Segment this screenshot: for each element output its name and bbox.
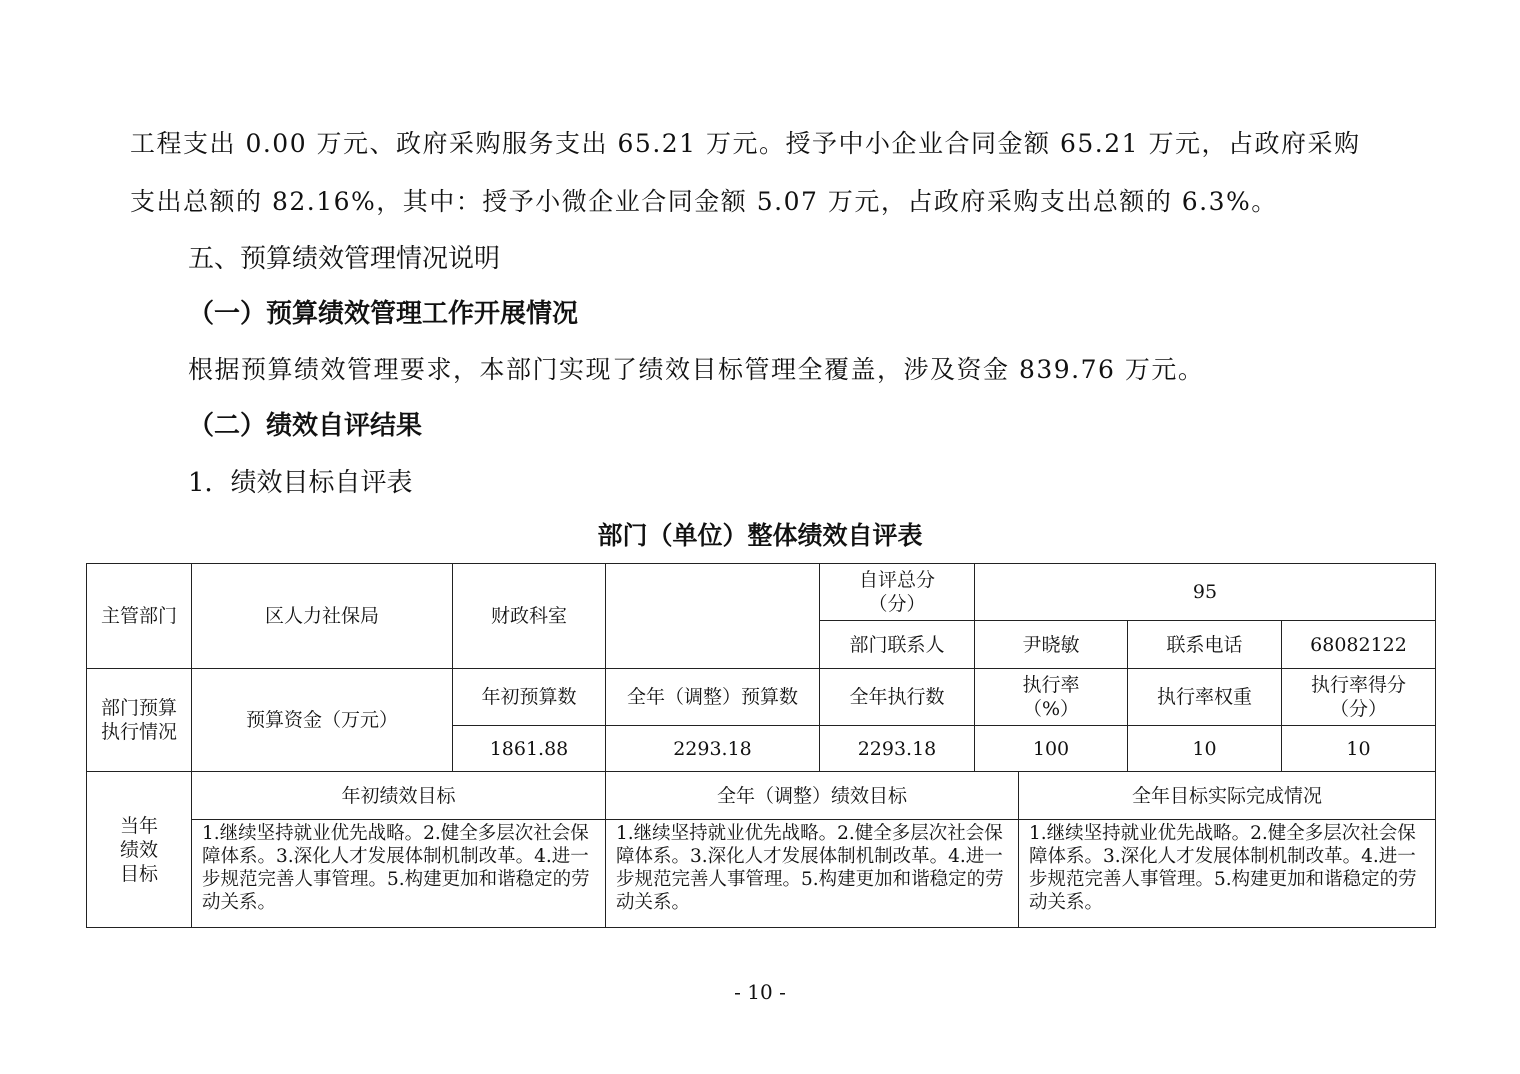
goals-header: 全年目标实际完成情况 <box>1019 772 1436 820</box>
office-value <box>606 564 820 669</box>
phone-label: 联系电话 <box>1128 621 1282 669</box>
contact-label: 部门联系人 <box>820 621 975 669</box>
dept-label: 主管部门 <box>87 564 192 669</box>
goals-text: 1.继续坚持就业优先战略。2.健全多层次社会保障体系。3.深化人才发展体制机制改革。4.进一步规范完善人事管理。5.构建更加和谐稳定的劳动关系。 <box>192 820 606 928</box>
item-heading-1: 1．绩效目标自评表 <box>188 468 413 498</box>
budget-section-label: 部门预算 执行情况 <box>87 669 192 772</box>
budget-value: 1861.88 <box>453 726 606 772</box>
subheading-1: （一）预算绩效管理工作开展情况 <box>188 299 579 329</box>
budget-header: 全年执行数 <box>820 669 975 726</box>
office-label: 财政科室 <box>453 564 606 669</box>
budget-header: 全年（调整）预算数 <box>606 669 820 726</box>
budget-header: 执行率权重 <box>1128 669 1282 726</box>
goals-section-label: 当年 绩效 目标 <box>87 772 192 928</box>
budget-value: 100 <box>975 726 1128 772</box>
budget-header: 执行率 （%） <box>975 669 1128 726</box>
goals-header: 年初绩效目标 <box>192 772 606 820</box>
page-number: - 10 - <box>734 980 786 1004</box>
evaluation-table <box>86 563 1436 928</box>
phone-value: 68082122 <box>1282 621 1436 669</box>
budget-funds-label: 预算资金（万元） <box>192 669 453 772</box>
budget-header: 年初预算数 <box>453 669 606 726</box>
contact-value: 尹晓敏 <box>975 621 1128 669</box>
budget-value: 2293.18 <box>606 726 820 772</box>
body-paragraph: 根据预算绩效管理要求，本部门实现了绩效目标管理全覆盖，涉及资金 839.76 万元。 <box>188 355 1205 384</box>
budget-header: 执行率得分 （分） <box>1282 669 1436 726</box>
score-label: 自评总分 （分） <box>820 564 975 621</box>
goals-text: 1.继续坚持就业优先战略。2.健全多层次社会保障体系。3.深化人才发展体制机制改革。4.进一步规范完善人事管理。5.构建更加和谐稳定的劳动关系。 <box>606 820 1019 928</box>
goals-text: 1.继续坚持就业优先战略。2.健全多层次社会保障体系。3.深化人才发展体制机制改革。4.进一步规范完善人事管理。5.构建更加和谐稳定的劳动关系。 <box>1019 820 1436 928</box>
goals-header: 全年（调整）绩效目标 <box>606 772 1019 820</box>
table-title: 部门（单位）整体绩效自评表 <box>597 521 923 550</box>
paragraph-line-1: 工程支出 0.00 万元、政府采购服务支出 65.21 万元。授予中小企业合同金额 65.21 万元，占政府采购 <box>130 129 1361 158</box>
budget-value: 10 <box>1282 726 1436 772</box>
budget-value: 10 <box>1128 726 1282 772</box>
paragraph-line-2: 支出总额的 82.16%，其中：授予小微企业合同金额 5.07 万元，占政府采购支出总额的 6.3%。 <box>130 187 1278 216</box>
section-heading-5: 五、预算绩效管理情况说明 <box>188 244 501 274</box>
subheading-2: （二）绩效自评结果 <box>188 411 423 441</box>
budget-value: 2293.18 <box>820 726 975 772</box>
score-value: 95 <box>975 564 1436 621</box>
dept-value: 区人力社保局 <box>192 564 453 669</box>
